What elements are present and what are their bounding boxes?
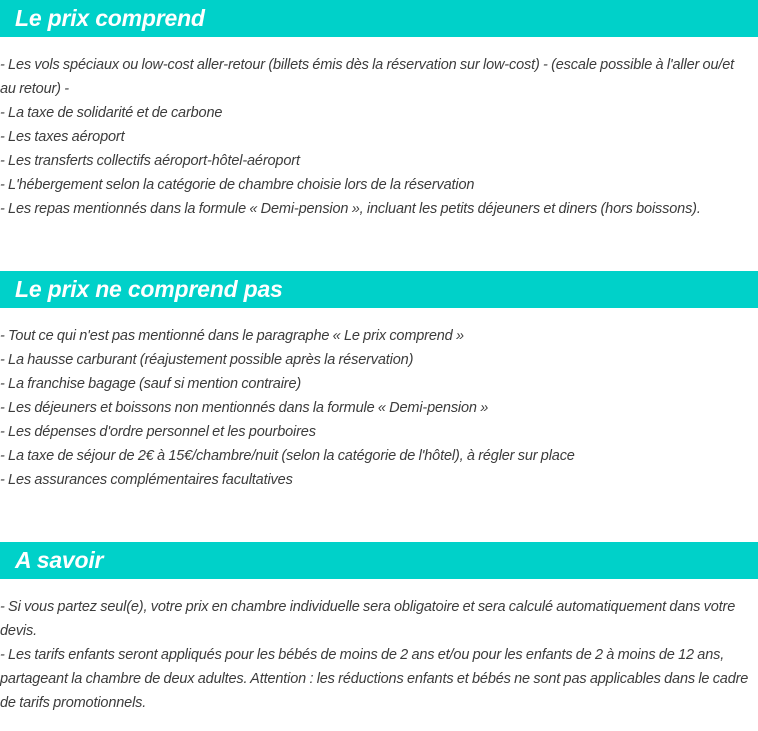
section-good-to-know	[0, 542, 758, 715]
list-item: - Les dépenses d'ordre personnel et les pourboires	[0, 424, 316, 440]
section-title: Le prix ne comprend pas	[15, 276, 283, 302]
list-item: - La franchise bagage (sauf si mention contraire)	[0, 376, 302, 392]
section-body	[0, 308, 758, 492]
section-body	[0, 37, 758, 221]
list-item: - La hausse carburant (réajustement possible après la réservation)	[0, 352, 414, 368]
section-header	[0, 542, 758, 579]
list-item: - Les tarifs enfants seront appliqués pour les bébés de moins de 2 ans et/ou pour les enfants de 2 à moins de 12 ans, partageant la chambre de deux adultes. Attention : les réductions enfants et bébés ne sont pas applicables dans le cadre de tarifs promotionnels.	[0, 647, 749, 711]
list-item: - Les taxes aéroport	[0, 129, 125, 145]
list-item: - Les repas mentionnés dans la formule « Demi-pension », incluant les petits déjeuners et diners (hors boissons).	[0, 201, 701, 217]
list-item: - Les vols spéciaux ou low-cost aller-retour (billets émis dès la réservation sur low-cost) - (escale possible à l'aller ou/et au retour) -	[0, 57, 735, 97]
section-price-excludes	[0, 271, 758, 492]
list-item: - L'hébergement selon la catégorie de chambre choisie lors de la réservation	[0, 177, 475, 193]
list-item: - Si vous partez seul(e), votre prix en chambre individuelle sera obligatoire et sera calculé automatiquement dans votre devis.	[0, 599, 736, 639]
list-item: - Les assurances complémentaires facultatives	[0, 472, 293, 488]
list-item: - Les déjeuners et boissons non mentionnés dans la formule « Demi-pension »	[0, 400, 489, 416]
section-title: A savoir	[15, 547, 104, 573]
section-body	[0, 579, 758, 715]
section-price-includes	[0, 0, 758, 221]
list-item: - Les transferts collectifs aéroport-hôtel-aéroport	[0, 153, 300, 169]
list-item: - La taxe de solidarité et de carbone	[0, 105, 223, 121]
section-header	[0, 0, 758, 37]
section-header	[0, 271, 758, 308]
list-item: - Tout ce qui n'est pas mentionné dans le paragraphe « Le prix comprend »	[0, 328, 464, 344]
list-item: - La taxe de séjour de 2€ à 15€/chambre/nuit (selon la catégorie de l'hôtel), à régler sur place	[0, 448, 575, 464]
section-title: Le prix comprend	[15, 5, 205, 31]
